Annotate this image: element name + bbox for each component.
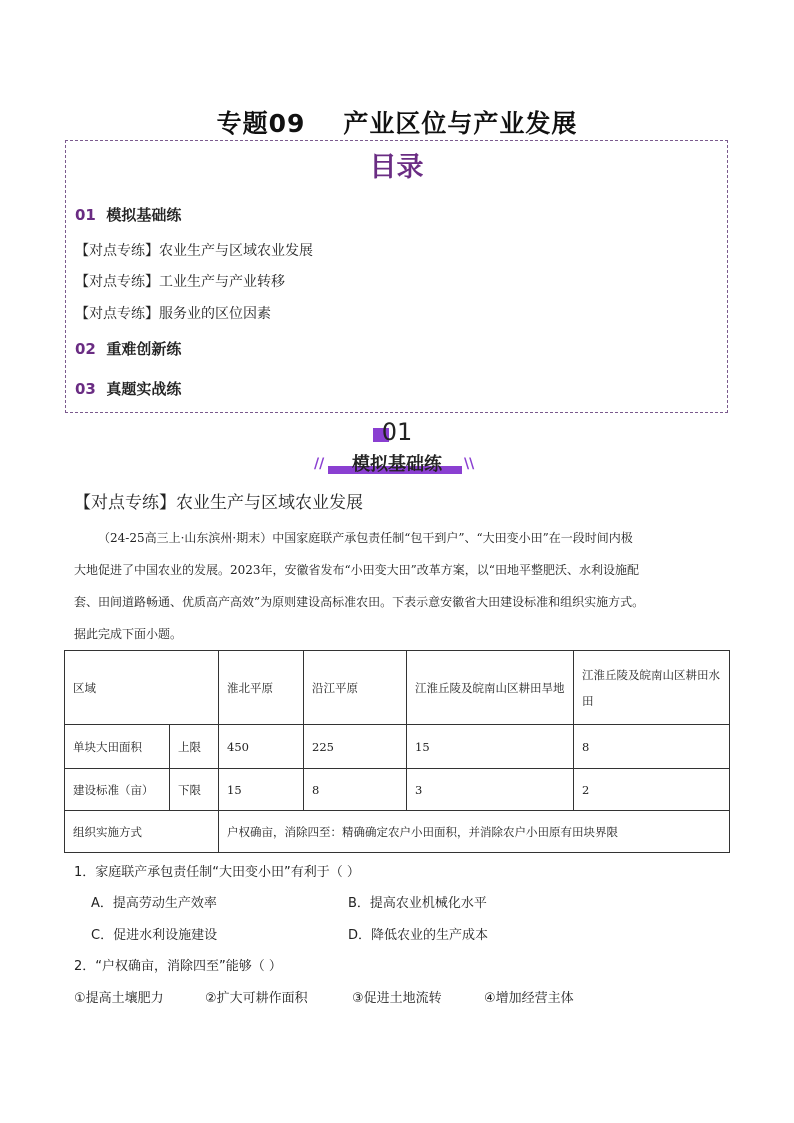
toc-item-basic-practice[interactable] [75,204,181,225]
q1-option-d[interactable]: D．降低农业的生产成本 [348,928,489,943]
table-cell: 450 [219,725,304,769]
table-cell: 组织实施方式 [65,811,219,853]
page-title [0,104,794,140]
table-header-cell: 江淮丘陵及皖南山区耕田水田 [574,651,730,725]
q2-option-3[interactable]: ③促进土地流转 [352,991,442,1006]
toc-item-label: 模拟基础练 [106,206,182,224]
table-header-cell: 区域 [65,651,219,725]
table-cell: 户权确亩，消除四至：精确确定农户小田面积，并消除农户小田原有田块界限 [219,811,730,853]
toc-item-label: 【对点专练】工业生产与产业转移 [75,274,285,290]
toc-item-agriculture[interactable] [75,240,313,260]
decor-slash-left: // [314,456,325,472]
q1-option-c[interactable]: C．促进水利设施建设 [91,928,218,943]
table-cell: 8 [304,769,407,811]
standards-table [64,650,730,853]
table-cell: 15 [407,725,574,769]
table-cell: 15 [219,769,304,811]
passage-line: 大地促进了中国农业的发展。2023年，安徽省发布“小田变大田”改革方案，以“田地平整肥沃、水利设施配 [74,563,639,577]
table-row [65,811,730,853]
table-row [65,725,730,769]
table-header-row [65,651,730,725]
toc-item-number: 02 [75,340,96,358]
table-cell: 下限 [170,769,219,811]
toc-item-label: 重难创新练 [106,340,182,358]
table-cell: 单块大田面积 [65,725,170,769]
toc-item-industry[interactable] [75,271,285,291]
title-topic-number: 专题09 [216,109,306,138]
toc-item-number: 01 [75,206,96,224]
decor-slash-right: \\ [464,456,475,472]
toc-item-label: 真题实战练 [106,380,182,398]
table-header-cell: 沿江平原 [304,651,407,725]
table-header-cell: 淮北平原 [219,651,304,725]
table-header-cell: 江淮丘陵及皖南山区耕田旱地 [407,651,574,725]
question-1: 1．家庭联产承包责任制“大田变小田”有利于（ ） [74,865,360,880]
q2-option-1[interactable]: ①提高土壤肥力 [74,991,164,1006]
q2-option-2[interactable]: ②扩大可耕作面积 [205,991,308,1006]
table-cell: 8 [574,725,730,769]
toc-item-difficult-practice[interactable] [75,338,181,359]
table-cell: 建设标准（亩） [65,769,170,811]
passage-line: 据此完成下面小题。 [74,627,183,641]
section-title: 模拟基础练 [352,454,442,475]
passage-line: 套、田间道路畅通、优质高产高效”为原则建设高标准农田。下表示意安徽省大田建设标准和组织实施方式。 [74,595,645,609]
toc-item-label: 【对点专练】农业生产与区域农业发展 [75,243,313,259]
sub-heading: 【对点专练】农业生产与区域农业发展 [74,493,363,513]
q1-option-a[interactable]: A．提高劳动生产效率 [91,896,217,911]
q1-option-b[interactable]: B．提高农业机械化水平 [348,896,487,911]
q2-option-4[interactable]: ④增加经营主体 [484,991,574,1006]
table-of-contents [65,140,728,413]
toc-item-label: 【对点专练】服务业的区位因素 [75,306,271,322]
toc-item-real-exam-practice[interactable] [75,378,181,399]
table-cell: 225 [304,725,407,769]
table-cell: 3 [407,769,574,811]
section-badge [0,418,794,478]
section-number: 01 [381,418,413,446]
toc-item-number: 03 [75,380,96,398]
passage-line: （24-25高三上·山东滨州·期末）中国家庭联产承包责任制“包干到户”、“大田变小田”在一段时间内极 [98,531,633,545]
table-cell: 2 [574,769,730,811]
table-row [65,769,730,811]
title-topic-name: 产业区位与产业发展 [343,109,578,138]
question-2: 2．“户权确亩，消除四至”能够（ ） [74,959,282,974]
toc-item-services[interactable] [75,303,271,323]
table-cell: 上限 [170,725,219,769]
toc-heading: 目录 [369,152,424,183]
